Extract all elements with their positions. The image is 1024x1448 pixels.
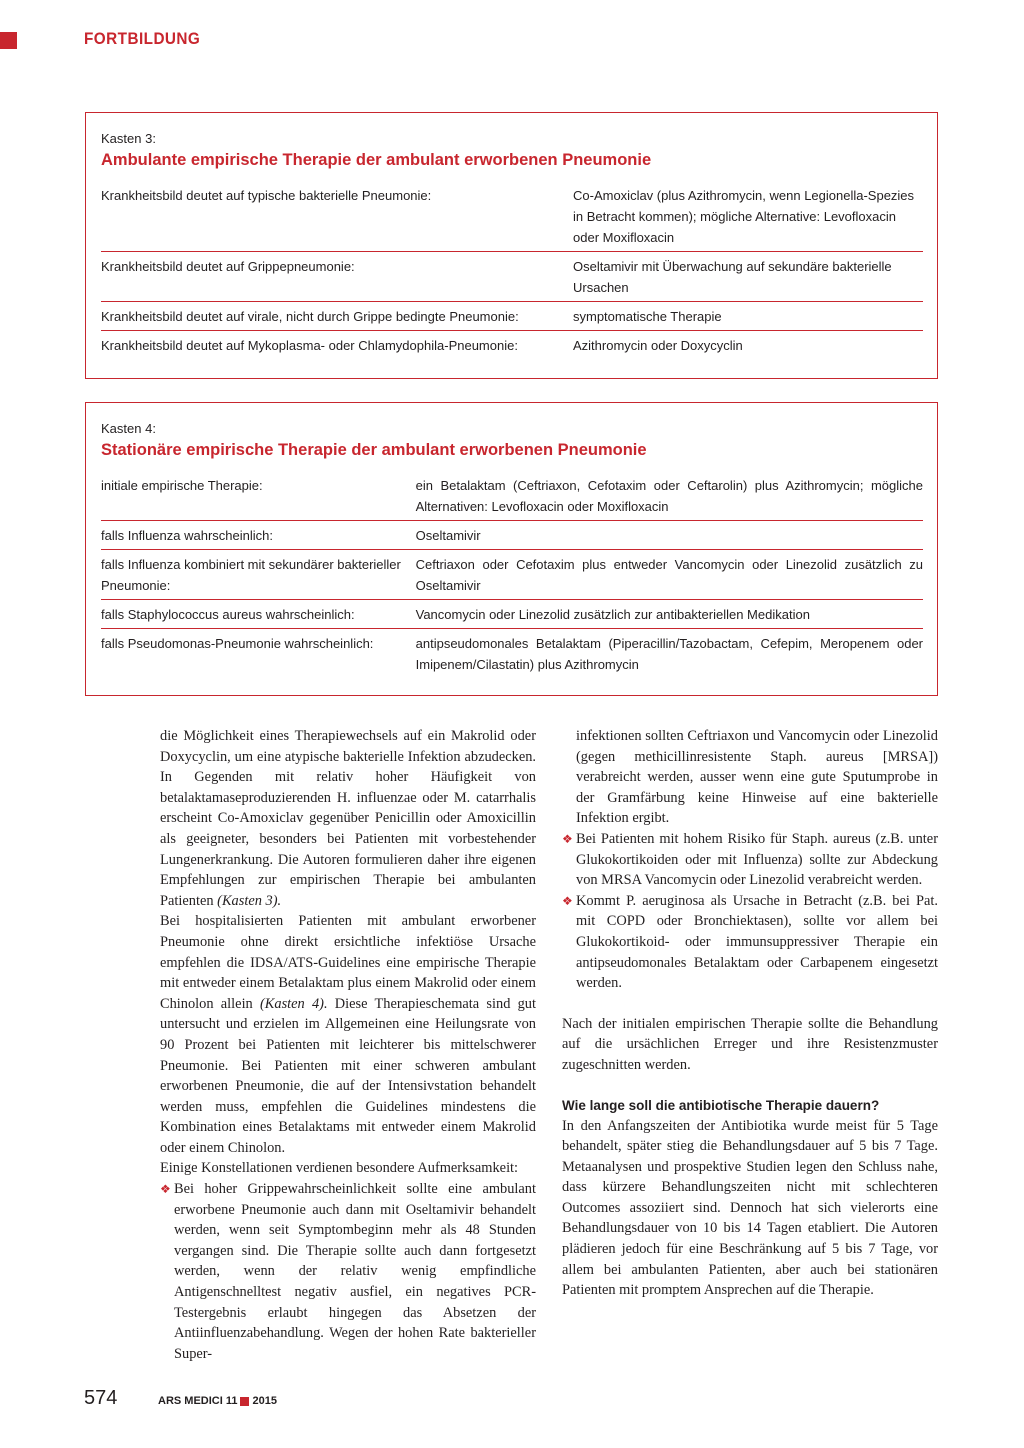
list-item <box>562 891 938 994</box>
kasten-4-title: Stationäre empirische Therapie der ambulant erworbenen Pneumonie <box>101 441 647 459</box>
therapy-cell: Co-Amoxiclav (plus Azithromycin, wenn Legionella-Spezies in Betracht kommen); mögliche Alternative: Levofloxacin oder Moxifloxacin <box>573 188 915 245</box>
paragraph <box>160 726 536 911</box>
paragraph-text: Diese Therapieschemata sind gut untersucht und erzielen im Allgemeinen eine Heilungsrate von 90 Prozent bei Patienten mit leichterer bis mittelschwerer Pneumonie. Bei Patienten mit einer schweren ambulant erworbenen Pneumonie, die auf der Intensivstation behandelt werden muss, empfehlen die Guidelines mindestens die Kombination eines Betalaktams mit entweder einem Makrolid oder einem Chinolon. <box>160 995 536 1156</box>
section-heading: Wie lange soll die antibiotische Therapie dauern? <box>562 1097 880 1113</box>
diamond-bullet-icon: ❖ <box>562 893 573 908</box>
paragraph: In den Anfangszeiten der Antibiotika wurde meist für 5 Tage behandelt, später stieg die Behandlungsdauer auf 5 bis 7 Tage. Metaanalysen und prospektive Studien legen den Schluss nahe, dass kürzere Behandlungszeiten nicht mit schlechteren Outcomes assoziiert sind. Dennoch hat sich vielerorts eine Behandlungsdauer von 10 bis 14 Tagen etabliert. Die Autoren plädieren jedoch für eine Beschränkung auf 5 bis 7 Tage, vor allem bei ambulanten Patienten, aber auch bei stationären Patienten mit promptem Ansprechen auf die Therapie. <box>562 1117 938 1299</box>
list-item-text: Bei hoher Grippewahrscheinlichkeit sollte eine ambulant erworbene Pneumonie auch dann mit Oseltamivir behandelt werden, wenn seit Symptombeginn mehr als 48 Stunden vergangen sind. Die Therapie sollte auch dann fortgesetzt werden, wenn der relativ wenig empfindliche Antigenschnelltest negativ ausfiel, ein negatives PCR-Testergebnis erlaubt hingegen das Absetzen der Antiinfluenzabehandlung. Wegen der hohen Rate bakterieller Super- <box>174 1181 536 1362</box>
journal-footer <box>158 1395 277 1407</box>
therapy-cell: Oseltamivir mit Überwachung auf sekundäre bakterielle Ursachen <box>573 259 892 295</box>
kasten-3-box <box>85 112 938 379</box>
table-row <box>101 550 923 600</box>
journal-name: ARS MEDICI 11 <box>158 1395 238 1407</box>
table-row <box>101 331 923 359</box>
paragraph: Nach der initialen empirischen Therapie sollte die Behandlung auf die ursächlichen Erreger und ihre Resistenzmuster zugeschnitten werden. <box>562 1015 938 1073</box>
paragraph: Einige Konstellationen verdienen besondere Aufmerksamkeit: <box>160 1160 519 1177</box>
condition-cell: Krankheitsbild deutet auf virale, nicht durch Grippe bedingte Pneumonie: <box>101 309 519 324</box>
therapy-cell: Ceftriaxon oder Cefotaxim plus entweder Vancomycin oder Linezolid zusätzlich zu Oseltamivir <box>415 557 923 593</box>
condition-cell: falls Influenza kombiniert mit sekundärer bakterieller Pneumonie: <box>101 557 401 593</box>
section-label: FORTBILDUNG <box>84 29 201 48</box>
list-item-continuation <box>562 726 938 829</box>
list-item-text: infektionen sollten Ceftriaxon und Vancomycin oder Linezolid (gegen methicillinresistente Staph. aureus [MRSA]) verabreicht werden, ausser wenn eine gute Sputumprobe in der Gramfärbung keine Hinweise auf eine bakterielle Infektion ergibt. <box>576 728 938 827</box>
condition-cell: Krankheitsbild deutet auf typische bakterielle Pneumonie: <box>101 188 432 203</box>
list-item <box>160 1179 536 1364</box>
article-column-left <box>160 726 536 1364</box>
page-number: 574 <box>84 1387 118 1409</box>
kasten-4-box <box>85 402 938 696</box>
paragraph-text: die Möglichkeit eines Therapiewechsels auf ein Makrolid oder Doxycyclin, um eine atypische bakterielle Infektion abzudecken. In Gegenden mit relativ hoher Häufigkeit von betalaktamaseproduzierenden H. influenzae oder M. catarrhalis erscheint Co-Amoxiclav gegenüber Penicillin oder Amoxicillin als geeigneter, besonders bei Patienten mit vorbestehender Lungenerkrankung. Die Autoren formulieren daher ihre eigenen Empfehlungen zur empirischen Therapie bei ambulanten Patienten <box>160 728 536 909</box>
therapy-cell: symptomatische Therapie <box>573 309 722 324</box>
diamond-bullet-icon: ❖ <box>562 831 573 846</box>
therapy-cell: Oseltamivir <box>415 528 481 543</box>
condition-cell: initiale empirische Therapie: <box>101 478 263 493</box>
article-column-right <box>562 726 938 1301</box>
table-row <box>101 181 923 252</box>
condition-cell: falls Influenza wahrscheinlich: <box>101 528 273 543</box>
condition-cell: falls Pseudomonas-Pneumonie wahrscheinlich: <box>101 636 374 651</box>
diamond-bullet-icon: ❖ <box>160 1182 171 1197</box>
table-row <box>101 302 923 331</box>
kasten-3-label: Kasten 3: <box>101 131 156 146</box>
therapy-cell: Vancomycin oder Linezolid zusätzlich zur antibakteriellen Medikation <box>415 607 810 622</box>
condition-cell: falls Staphylococcus aureus wahrscheinlich: <box>101 607 355 622</box>
kasten-4-label: Kasten 4: <box>101 421 156 436</box>
journal-year: 2015 <box>252 1395 277 1407</box>
condition-cell: Krankheitsbild deutet auf Mykoplasma- oder Chlamydophila-Pneumonie: <box>101 338 518 353</box>
condition-cell: Krankheitsbild deutet auf Grippepneumonie: <box>101 259 355 274</box>
list-item-text: Kommt P. aeruginosa als Ursache in Betracht (z.B. bei Pat. mit COPD oder Bronchiektasen), sollte vor allem bei Glukokortikoid- oder immunsuppressiver Therapie ein antipseudomonales Betalaktam oder Carbapenem eingesetzt werden. <box>576 892 938 992</box>
box-reference: (Kasten 3). <box>217 892 282 909</box>
therapy-cell: ein Betalaktam (Ceftriaxon, Cefotaxim oder Ceftarolin) plus Azithromycin; mögliche Alternativen: Levofloxacin oder Moxifloxacin <box>415 478 923 514</box>
table-row <box>101 600 923 629</box>
therapy-cell: Azithromycin oder Doxycyclin <box>573 338 743 353</box>
table-row <box>101 252 923 302</box>
paragraph <box>160 911 536 1158</box>
section-marker <box>0 32 17 49</box>
kasten-3-title: Ambulante empirische Therapie der ambulant erworbenen Pneumonie <box>101 151 652 169</box>
table-row <box>101 521 923 550</box>
list-item <box>562 829 938 891</box>
list-item-text: Bei Patienten mit hohem Risiko für Staph. aureus (z.B. unter Glukokortikoiden oder mit Influenza) sollte zur Abdeckung von MRSA Vancomycin oder Linezolid verabreicht werden. <box>576 830 938 889</box>
table-row <box>101 471 923 521</box>
box-reference: (Kasten 4). <box>259 995 328 1012</box>
paragraph-text: Bei hospitalisierten Patienten mit ambulant erworbener Pneumonie ohne direkt ersichtliche infektiöse Ursache empfehlen die IDSA/ATS-Guidelines eine empirische Therapie mit entweder einem Betalaktam plus einem Makrolid oder einem Chinolon allein <box>160 913 536 1012</box>
footer-square-icon <box>240 1397 249 1406</box>
therapy-cell: antipseudomonales Betalaktam (Piperacillin/Tazobactam, Cefepim, Meropenem oder Imipenem/Cilastatin) plus Azithromycin <box>415 636 923 672</box>
table-row <box>101 629 923 678</box>
